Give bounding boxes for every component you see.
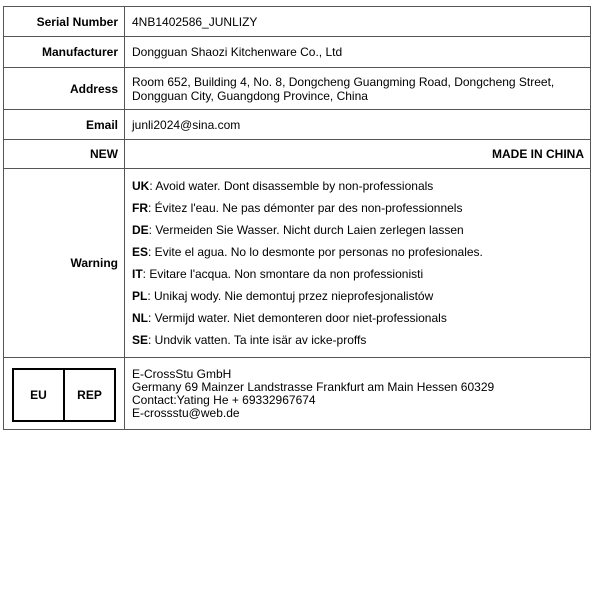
warning-text: : Avoid water. Dont disassemble by non-professionals (149, 179, 434, 193)
eu-rep-contact: Contact:Yating He + 69332967674 (132, 392, 316, 407)
address-row (4, 68, 591, 110)
eu-rep-icon-rep: REP (77, 388, 102, 402)
email-row (4, 110, 591, 140)
email-value: junli2024@sina.com (125, 110, 591, 140)
warning-text: : Undvik vatten. Ta inte isär av icke-proffs (148, 333, 367, 347)
warning-text: : Vermeiden Sie Wasser. Nicht durch Laien zerlegen lassen (148, 223, 464, 237)
warning-code: NL (132, 311, 148, 325)
eu-rep-icon-eu: EU (14, 370, 65, 420)
warning-code: UK (132, 179, 150, 193)
warning-item-uk (132, 175, 584, 197)
warning-value (125, 169, 591, 358)
serial-number-value: 4NB1402586_JUNLIZY (125, 7, 591, 37)
warning-code: IT (132, 267, 143, 281)
warning-list (132, 175, 584, 351)
eu-rep-row (4, 358, 591, 430)
warning-code: DE (132, 223, 149, 237)
eu-rep-symbol-cell (4, 358, 125, 430)
manufacturer-value: Dongguan Shaozi Kitchenware Co., Ltd (125, 37, 591, 68)
warning-label: Warning (4, 169, 125, 358)
warning-code: FR (132, 201, 148, 215)
warning-text: : Vermijd water. Niet demonteren door niet-professionals (148, 311, 447, 325)
new-label: NEW (4, 140, 125, 169)
warning-item-it (132, 263, 584, 285)
serial-number-label: Serial Number (4, 7, 125, 37)
made-in-china-value: MADE IN CHINA (125, 140, 591, 169)
warning-code: SE (132, 333, 149, 347)
warning-text: : Evitare l'acqua. Non smontare da non professionisti (142, 267, 424, 281)
warning-text: : Evite el agua. No lo desmonte por personas no profesionales. (148, 245, 483, 259)
manufacturer-label: Manufacturer (4, 37, 125, 68)
serial-number-row (4, 7, 591, 37)
warning-code: PL (132, 289, 148, 303)
warning-row (4, 169, 591, 358)
eu-rep-icon (12, 368, 116, 422)
warning-text: : Unikaj wody. Nie demontuj przez nieprofesjonalistów (147, 289, 434, 303)
warning-code: ES (132, 245, 149, 259)
warning-item-nl (132, 307, 584, 329)
eu-rep-email: E-crossstu@web.de (132, 405, 240, 420)
warning-item-se (132, 329, 584, 351)
manufacturer-row (4, 37, 591, 68)
email-label: Email (4, 110, 125, 140)
warning-item-es (132, 241, 584, 263)
product-info-table (3, 6, 591, 430)
new-row (4, 140, 591, 169)
eu-rep-details (125, 358, 591, 430)
eu-rep-company: E-CrossStu GmbH (132, 366, 232, 381)
address-value: Room 652, Building 4, No. 8, Dongcheng Guangming Road, Dongcheng Street, Dongguan City, Guangdong Province, China (125, 68, 591, 110)
warning-text: : Évitez l'eau. Ne pas démonter par des non-professionnels (148, 201, 463, 215)
warning-item-de (132, 219, 584, 241)
eu-rep-address: Germany 69 Mainzer Landstrasse Frankfurt am Main Hessen 60329 (132, 379, 495, 394)
address-label: Address (4, 68, 125, 110)
warning-item-fr (132, 197, 584, 219)
warning-item-pl (132, 285, 584, 307)
